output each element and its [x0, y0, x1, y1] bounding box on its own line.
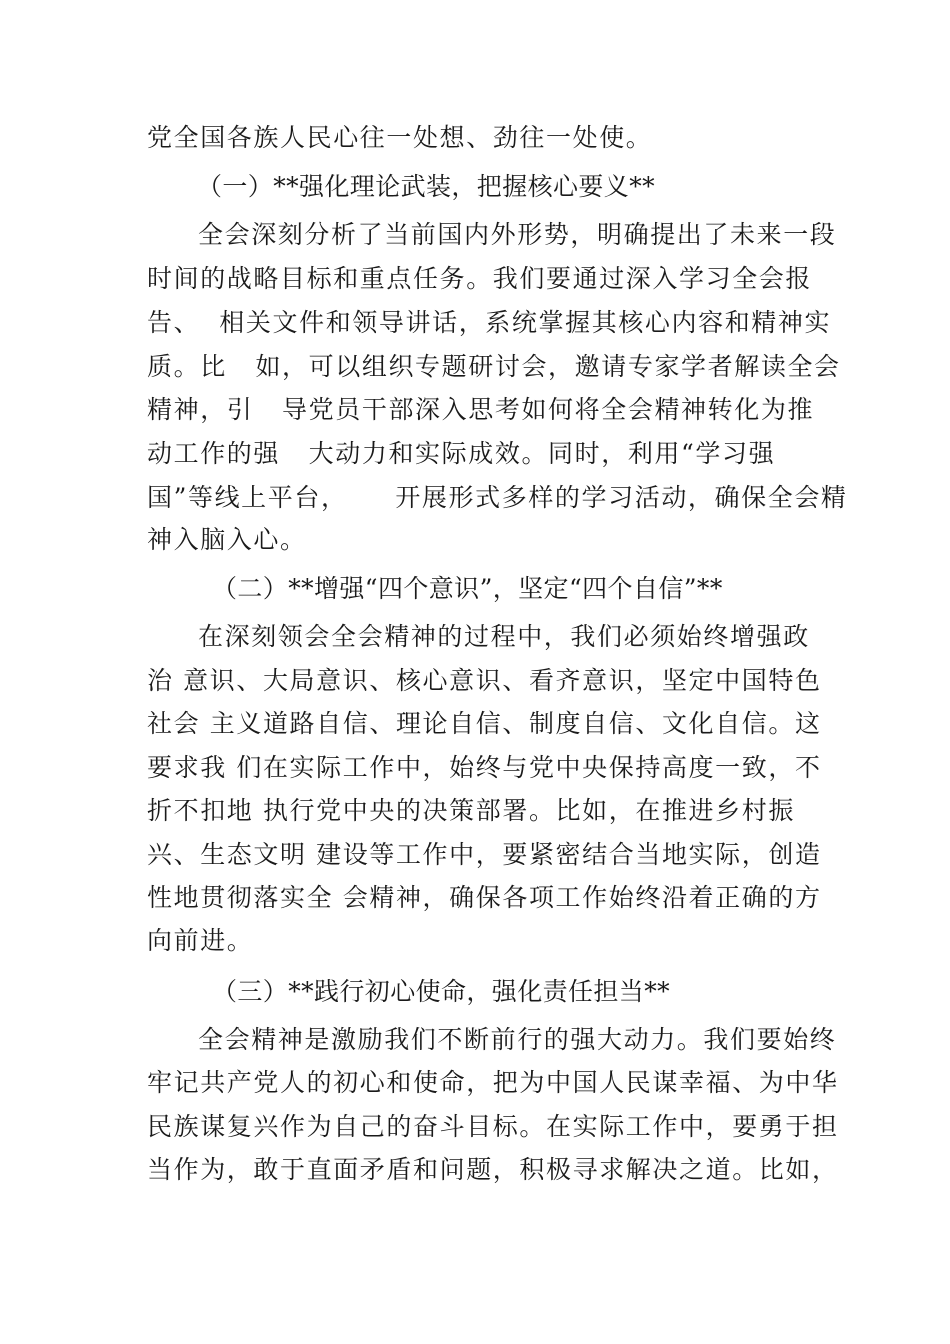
section-heading-2: （二）**增强“四个意识”，坚定“四个自信”** — [212, 574, 723, 603]
paragraph-line: 向前进。 — [147, 926, 254, 955]
section-heading-1: （一）**强化理论武装，把握核心要义** — [197, 172, 656, 201]
text-line: 党全国各族人民心往一处想、劲往一处使。 — [147, 123, 653, 152]
paragraph-line: 当作为，敢于直面矛盾和问题，积极寻求解决之道。比如， — [147, 1155, 839, 1184]
paragraph-line: 折不扣地 执行党中央的决策部署。比如，在推进乡村振 — [147, 796, 795, 825]
section-heading-3: （三）**践行初心使命，强化责任担当** — [212, 977, 671, 1006]
paragraph-line: 动工作的强 大动力和实际成效。同时，利用“学习强 — [147, 439, 776, 468]
paragraph-line: 全会精神是激励我们不断前行的强大动力。我们要始终 — [198, 1025, 837, 1054]
paragraph-line: 全会深刻分析了当前国内外形势，明确提出了未来一段 — [198, 220, 837, 249]
paragraph-line: 治 意识、大局意识、核心意识、看齐意识，坚定中国特色 — [147, 666, 822, 695]
paragraph-line: 国”等线上平台， 开展形式多样的学习活动，确保全会精 — [147, 483, 848, 512]
paragraph-line: 质。比 如，可以组织专题研讨会，邀请专家学者解读全会 — [147, 352, 841, 381]
paragraph-line: 神入脑入心。 — [147, 525, 307, 554]
paragraph-line: 精神，引 导党员干部深入思考如何将全会精神转化为推 — [147, 395, 815, 424]
paragraph-line: 时间的战略目标和重点任务。我们要通过深入学习全会报 — [147, 264, 813, 293]
paragraph-line: 民族谋复兴作为自己的奋斗目标。在实际工作中，要勇于担 — [147, 1112, 839, 1141]
paragraph-line: 社会 主义道路自信、理论自信、制度自信、文化自信。这 — [147, 709, 822, 738]
paragraph-line: 兴、生态文明 建设等工作中，要紧密结合当地实际，创造 — [147, 840, 822, 869]
paragraph-line: 牢记共产党人的初心和使命，把为中国人民谋幸福、为中华 — [147, 1068, 839, 1097]
paragraph-line: 性地贯彻落实全 会精神，确保各项工作始终沿着正确的方 — [147, 883, 822, 912]
paragraph-line: 要求我 们在实际工作中，始终与党中央保持高度一致，不 — [147, 753, 822, 782]
paragraph-line: 告、 相关文件和领导讲话，系统掌握其核心内容和精神实 — [147, 308, 832, 337]
paragraph-line: 在深刻领会全会精神的过程中，我们必须始终增强政 — [198, 622, 810, 651]
